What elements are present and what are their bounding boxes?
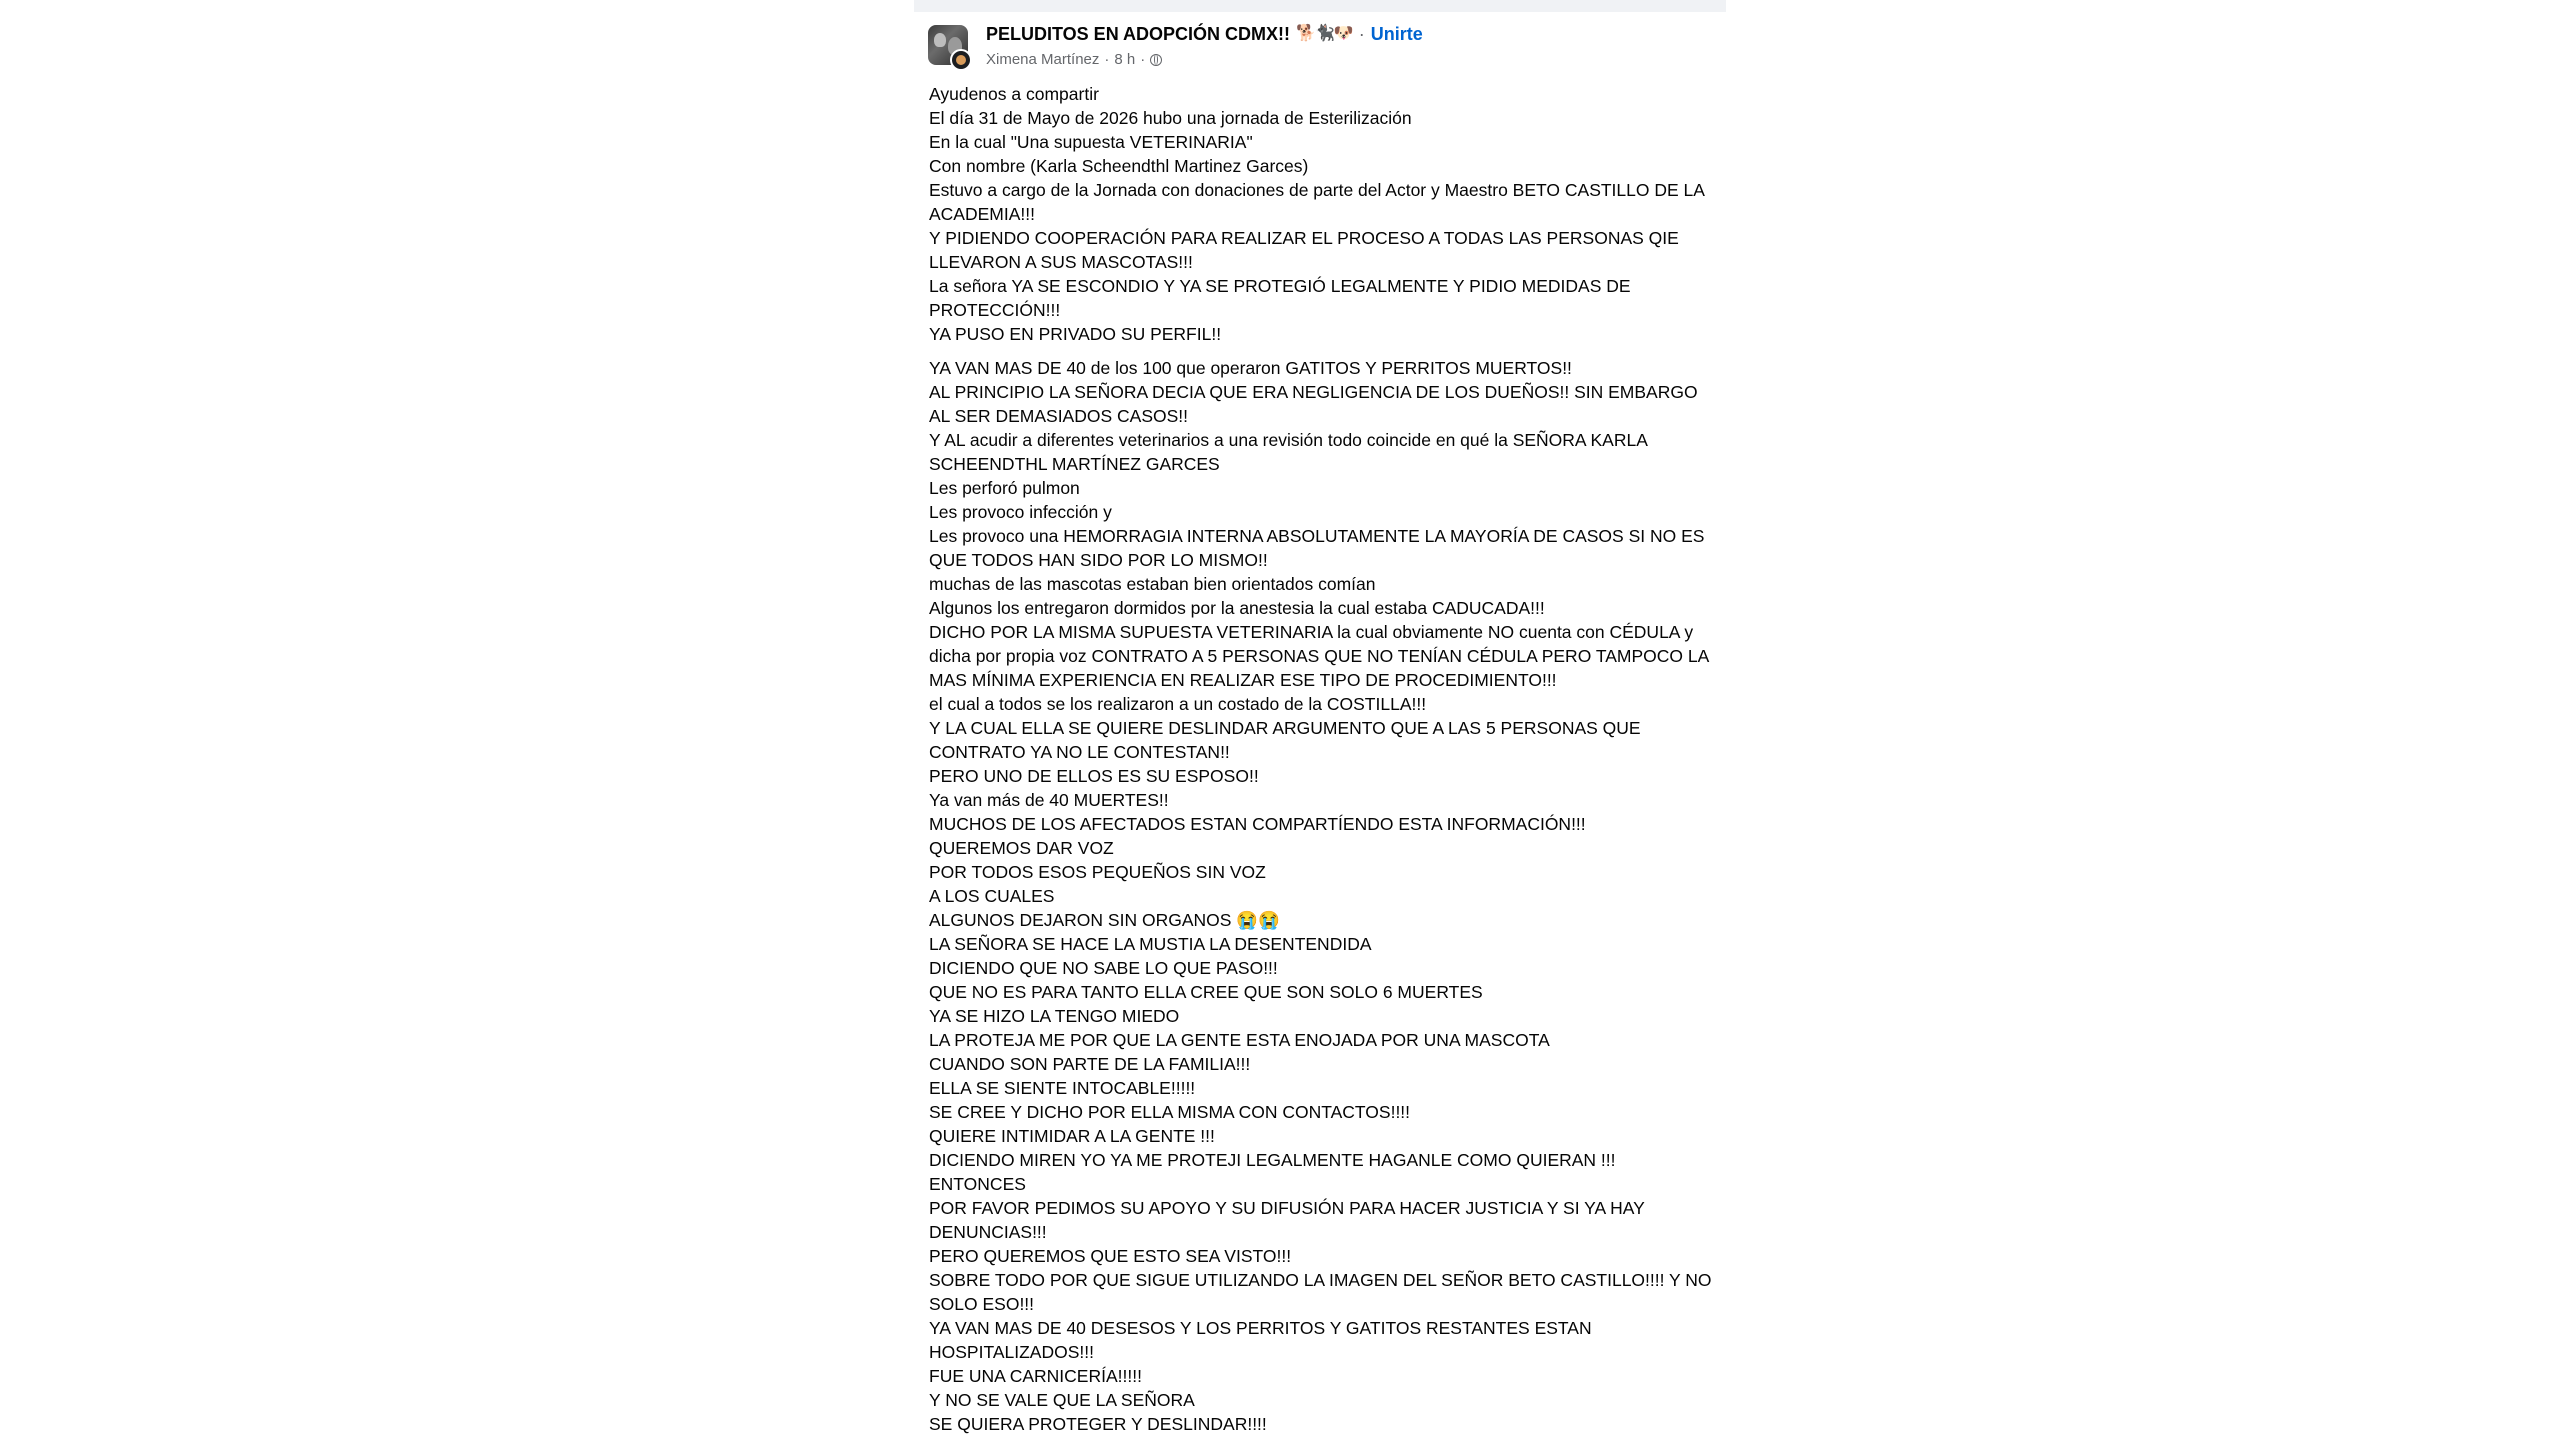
post-text-line: CUANDO SON PARTE DE LA FAMILIA!!! — [929, 1054, 1251, 1074]
post-header-text — [986, 22, 1423, 70]
post-meta-row — [986, 50, 1423, 70]
post-text-line: ENTONCES — [929, 1174, 1026, 1194]
post-text-line: Ya van más de 40 MUERTES!! — [929, 790, 1169, 810]
post-text-line: muchas de las mascotas estaban bien orientados comían — [929, 574, 1376, 594]
post-body-text — [929, 82, 1719, 1436]
group-emojis: 🐕🐈‍⬛🐶 — [1296, 25, 1353, 42]
post-text-line: SOBRE TODO POR QUE SIGUE UTILIZANDO LA IMAGEN DEL SEÑOR BETO CASTILLO!!!! Y NO SOLO ESO!!! — [929, 1270, 1712, 1314]
post-text-line: Les provoco infección y — [929, 502, 1112, 522]
post-text-line: DICIENDO QUE NO SABE LO QUE PASO!!! — [929, 958, 1278, 978]
post-text-line: Y NO SE VALE QUE LA SEÑORA — [929, 1390, 1195, 1410]
meta-separator: · — [1104, 51, 1110, 68]
post-text-line: La señora YA SE ESCONDIO Y YA SE PROTEGIÓ LEGALMENTE Y PIDIO MEDIDAS DE PROTECCIÓN!!! — [929, 276, 1631, 320]
post-text-line: A LOS CUALES — [929, 886, 1055, 906]
post-text-line: YA SE HIZO LA TENGO MIEDO — [929, 1006, 1180, 1026]
post-text-line: DICIENDO MIREN YO YA ME PROTEJI LEGALMENTE HAGANLE COMO QUIERAN !!! — [929, 1150, 1616, 1170]
post-text-line: En la cual "Una supuesta VETERINARIA" — [929, 132, 1253, 152]
post-text-line: PERO UNO DE ELLOS ES SU ESPOSO!! — [929, 766, 1259, 786]
post-text-line: MUCHOS DE LOS AFECTADOS ESTAN COMPARTÍENDO ESTA INFORMACIÓN!!! — [929, 814, 1586, 834]
post-text-line: SE QUIERA PROTEGER Y DESLINDAR!!!! — [929, 1414, 1267, 1434]
feed-top-divider — [914, 0, 1726, 12]
post-text-line: Ayudenos a compartir — [929, 84, 1099, 104]
join-group-button[interactable]: Unirte — [1370, 24, 1423, 44]
meta-separator: · — [1140, 51, 1146, 68]
post-text-line: SE CREE Y DICHO POR ELLA MISMA CON CONTACTOS!!!! — [929, 1102, 1411, 1122]
post-text-line: YA VAN MAS DE 40 de los 100 que operaron GATITOS Y PERRITOS MUERTOS!! — [929, 358, 1572, 378]
post-text-line: ALGUNOS DEJARON SIN ORGANOS 😭😭 — [929, 910, 1280, 930]
post-text-line: POR TODOS ESOS PEQUEÑOS SIN VOZ — [929, 862, 1266, 882]
post-text-line: QUE NO ES PARA TANTO ELLA CREE QUE SON SOLO 6 MUERTES — [929, 982, 1483, 1002]
post-text-line: DICHO POR LA MISMA SUPUESTA VETERINARIA la cual obviamente NO cuenta con CÉDULA y dicha por propia voz CONTRATO A 5 PERSONAS QUE NO TENÍAN CÉDULA PERO TAMPOCO LA MAS MÍNIMA EXPERIENCIA EN REALIZAR ESE TIPO DE PROCEDIMIENTO!!! — [929, 622, 1709, 690]
group-avatar[interactable] — [928, 25, 972, 71]
post-paragraph — [929, 356, 1719, 1436]
post-text-line: Y LA CUAL ELLA SE QUIERE DESLINDAR ARGUMENTO QUE A LAS 5 PERSONAS QUE CONTRATO YA NO LE CONTESTAN!! — [929, 718, 1641, 762]
post-text-line: YA VAN MAS DE 40 DESESOS Y LOS PERRITOS Y GATITOS RESTANTES ESTAN HOSPITALIZADOS!!! — [929, 1318, 1592, 1362]
post-text-line: Estuvo a cargo de la Jornada con donaciones de parte del Actor y Maestro BETO CASTILLO DE LA ACADEMIA!!! — [929, 180, 1704, 224]
post-text-line: ELLA SE SIENTE INTOCABLE!!!!! — [929, 1078, 1196, 1098]
globe-icon[interactable] — [1150, 54, 1162, 66]
post-header — [928, 22, 1712, 78]
post-text-line: FUE UNA CARNICERÍA!!!!! — [929, 1366, 1142, 1386]
post-text-line: POR FAVOR PEDIMOS SU APOYO Y SU DIFUSIÓN PARA HACER JUSTICIA Y SI YA HAY DENUNCIAS!!! — [929, 1198, 1645, 1242]
post-text-line: Algunos los entregaron dormidos por la anestesia la cual estaba CADUCADA!!! — [929, 598, 1545, 618]
post-text-line: LA SEÑORA SE HACE LA MUSTIA LA DESENTENDIDA — [929, 934, 1372, 954]
facebook-post — [914, 0, 1726, 1440]
post-text-line: QUIERE INTIMIDAR A LA GENTE !!! — [929, 1126, 1215, 1146]
post-text-line: el cual a todos se los realizaron a un costado de la COSTILLA!!! — [929, 694, 1427, 714]
author-name-link[interactable]: Ximena Martínez — [986, 51, 1100, 68]
post-text-line: Y PIDIENDO COOPERACIÓN PARA REALIZAR EL PROCESO A TODAS LAS PERSONAS QIE LLEVARON A SUS MASCOTAS!!! — [929, 228, 1679, 272]
post-text-line: AL PRINCIPIO LA SEÑORA DECIA QUE ERA NEGLIGENCIA DE LOS DUEÑOS!! SIN EMBARGO AL SER DEMASIADOS CASOS!! — [929, 382, 1698, 426]
post-timestamp-link[interactable]: 8 h — [1114, 51, 1136, 68]
post-paragraph — [929, 82, 1719, 346]
post-title-row — [986, 22, 1423, 46]
author-avatar-badge[interactable] — [950, 49, 972, 71]
post-text-line: Les provoco una HEMORRAGIA INTERNA ABSOLUTAMENTE LA MAYORÍA DE CASOS SI NO ES QUE TODOS HAN SIDO POR LO MISMO!! — [929, 526, 1705, 570]
post-text-line: LA PROTEJA ME POR QUE LA GENTE ESTA ENOJADA POR UNA MASCOTA — [929, 1030, 1550, 1050]
post-text-line: El día 31 de Mayo de 2026 hubo una jornada de Esterilización — [929, 108, 1412, 128]
post-text-line: QUEREMOS DAR VOZ — [929, 838, 1114, 858]
post-text-line: Con nombre (Karla Scheendthl Martinez Garces) — [929, 156, 1309, 176]
post-text-line: Y AL acudir a diferentes veterinarios a una revisión todo coincide en qué la SEÑORA KARLA SCHEENDTHL MARTÍNEZ GARCES — [929, 430, 1647, 474]
title-separator: · — [1358, 24, 1365, 44]
group-name-link[interactable]: PELUDITOS EN ADOPCIÓN CDMX!! — [986, 24, 1291, 44]
post-text-line: Les perforó pulmon — [929, 478, 1080, 498]
post-text-line: PERO QUEREMOS QUE ESTO SEA VISTO!!! — [929, 1246, 1292, 1266]
post-text-line: YA PUSO EN PRIVADO SU PERFIL!! — [929, 324, 1222, 344]
